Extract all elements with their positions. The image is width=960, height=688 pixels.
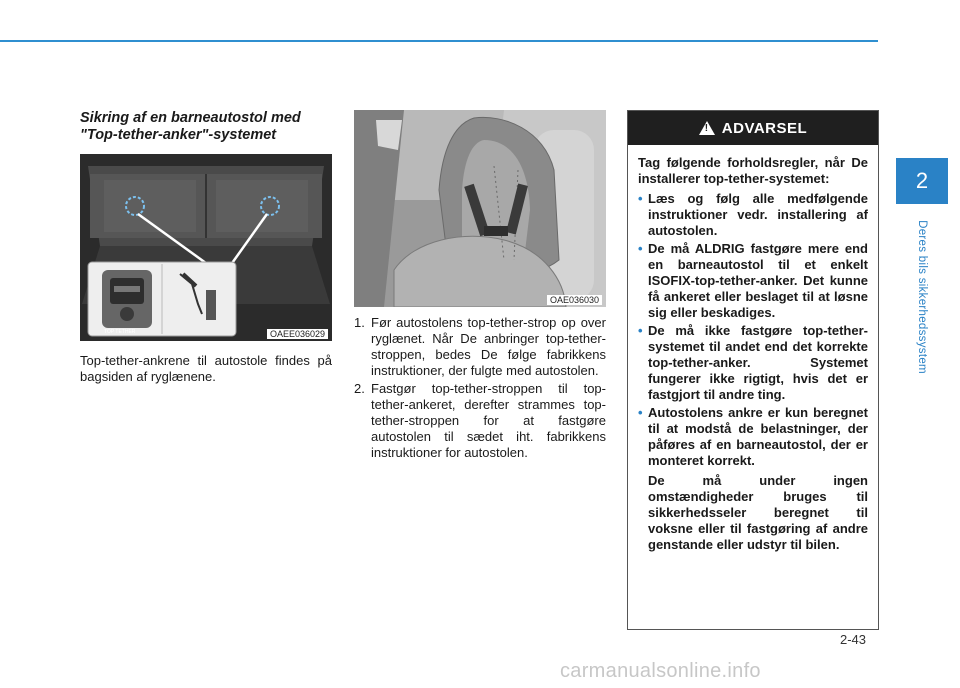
section-title: Sikring af en barneautostol med "Top-tether-anker"-systemet [80, 110, 301, 143]
warning-bullet-text: De må ALDRIG fastgøre mere end en barneautostol til et enkelt ISOFIX-top-tether-anker. Det kunne få ankeret eller beslaget til at løsne sig eller beskadiges. [648, 241, 868, 320]
chapter-number-tab [896, 158, 948, 204]
list-item [638, 323, 868, 403]
page-number: 2-43 [840, 632, 867, 647]
chapter-label-text: Deres bils sikkerhedssystem [916, 220, 928, 374]
list-item [638, 405, 868, 469]
column-middle [354, 110, 606, 463]
chapter-label [896, 205, 948, 395]
warning-box [627, 110, 879, 630]
watermark: carmanualsonline.info [560, 660, 761, 682]
trunk-illustration [80, 154, 332, 341]
warning-bullet-text: De må ikke fastgøre top-tether-systemet til andet end det korrekte top-tether-anker. Systemet fungerer ikke rigtigt, hvis det er fastgjort til andre ting. [648, 323, 868, 402]
warning-header [628, 111, 878, 145]
bullet-icon: • [638, 191, 643, 206]
warning-triangle-icon [699, 121, 715, 135]
list-item [354, 315, 606, 379]
list-item [638, 241, 868, 321]
list-item [638, 191, 868, 239]
top-tether-label: TOP TETHER [104, 329, 136, 335]
warning-heading: ADVARSEL [721, 119, 808, 137]
warning-intro: Tag følgende forholdsregler, når De installerer top-tether-systemet: [638, 155, 868, 186]
step-number: 1. [354, 315, 365, 330]
column-left [80, 110, 332, 385]
step-number: 2. [354, 381, 365, 396]
warning-bullet-text: Læs og følg alle medfølgende instruktioner vedr. installering af autostolen. [648, 191, 868, 238]
bullet-icon: • [638, 323, 643, 338]
warning-bullet-text: Autostolens ankre er kun beregnet til at modstå de belastninger, der påføres af en barneautostol, der er monteret korrekt. [648, 405, 868, 468]
header-rule [0, 40, 878, 42]
child-seat-illustration [354, 110, 606, 307]
figure-child-seat [354, 110, 606, 307]
chapter-number: 2 [915, 168, 929, 193]
anchor-location-paragraph: Top-tether-ankrene til autostole findes på bagsiden af ryglænene. [80, 353, 332, 384]
step-text: Fastgør top-tether-stroppen til top-tether-ankeret, derefter strammes top-tether-stroppen for at fastgøre autostolen til sædet iht. fabrikkens instruktioner for autostolen. [371, 381, 606, 460]
step-text: Før autostolens top-tether-strop op over ryglænet. Når De anbringer top-tether-stroppen, bedes De følge fabrikkens instruktioner, der fulgte med autostolen. [371, 315, 606, 378]
bullet-icon: • [638, 405, 643, 420]
warning-body [628, 145, 878, 553]
bullet-icon: • [638, 241, 643, 256]
installation-steps [354, 315, 606, 461]
warning-list [638, 191, 868, 469]
figure-trunk-anchors [80, 154, 332, 341]
figure-code: OAEE036029 [267, 329, 328, 339]
figure-code: OAE036030 [547, 295, 602, 305]
warning-sub-paragraph: De må under ingen omstændigheder bruges til sikkerhedsseler beregnet til voksne eller til fastgøring af andre genstande eller udstyr til bilen. [648, 473, 868, 552]
list-item [354, 381, 606, 461]
